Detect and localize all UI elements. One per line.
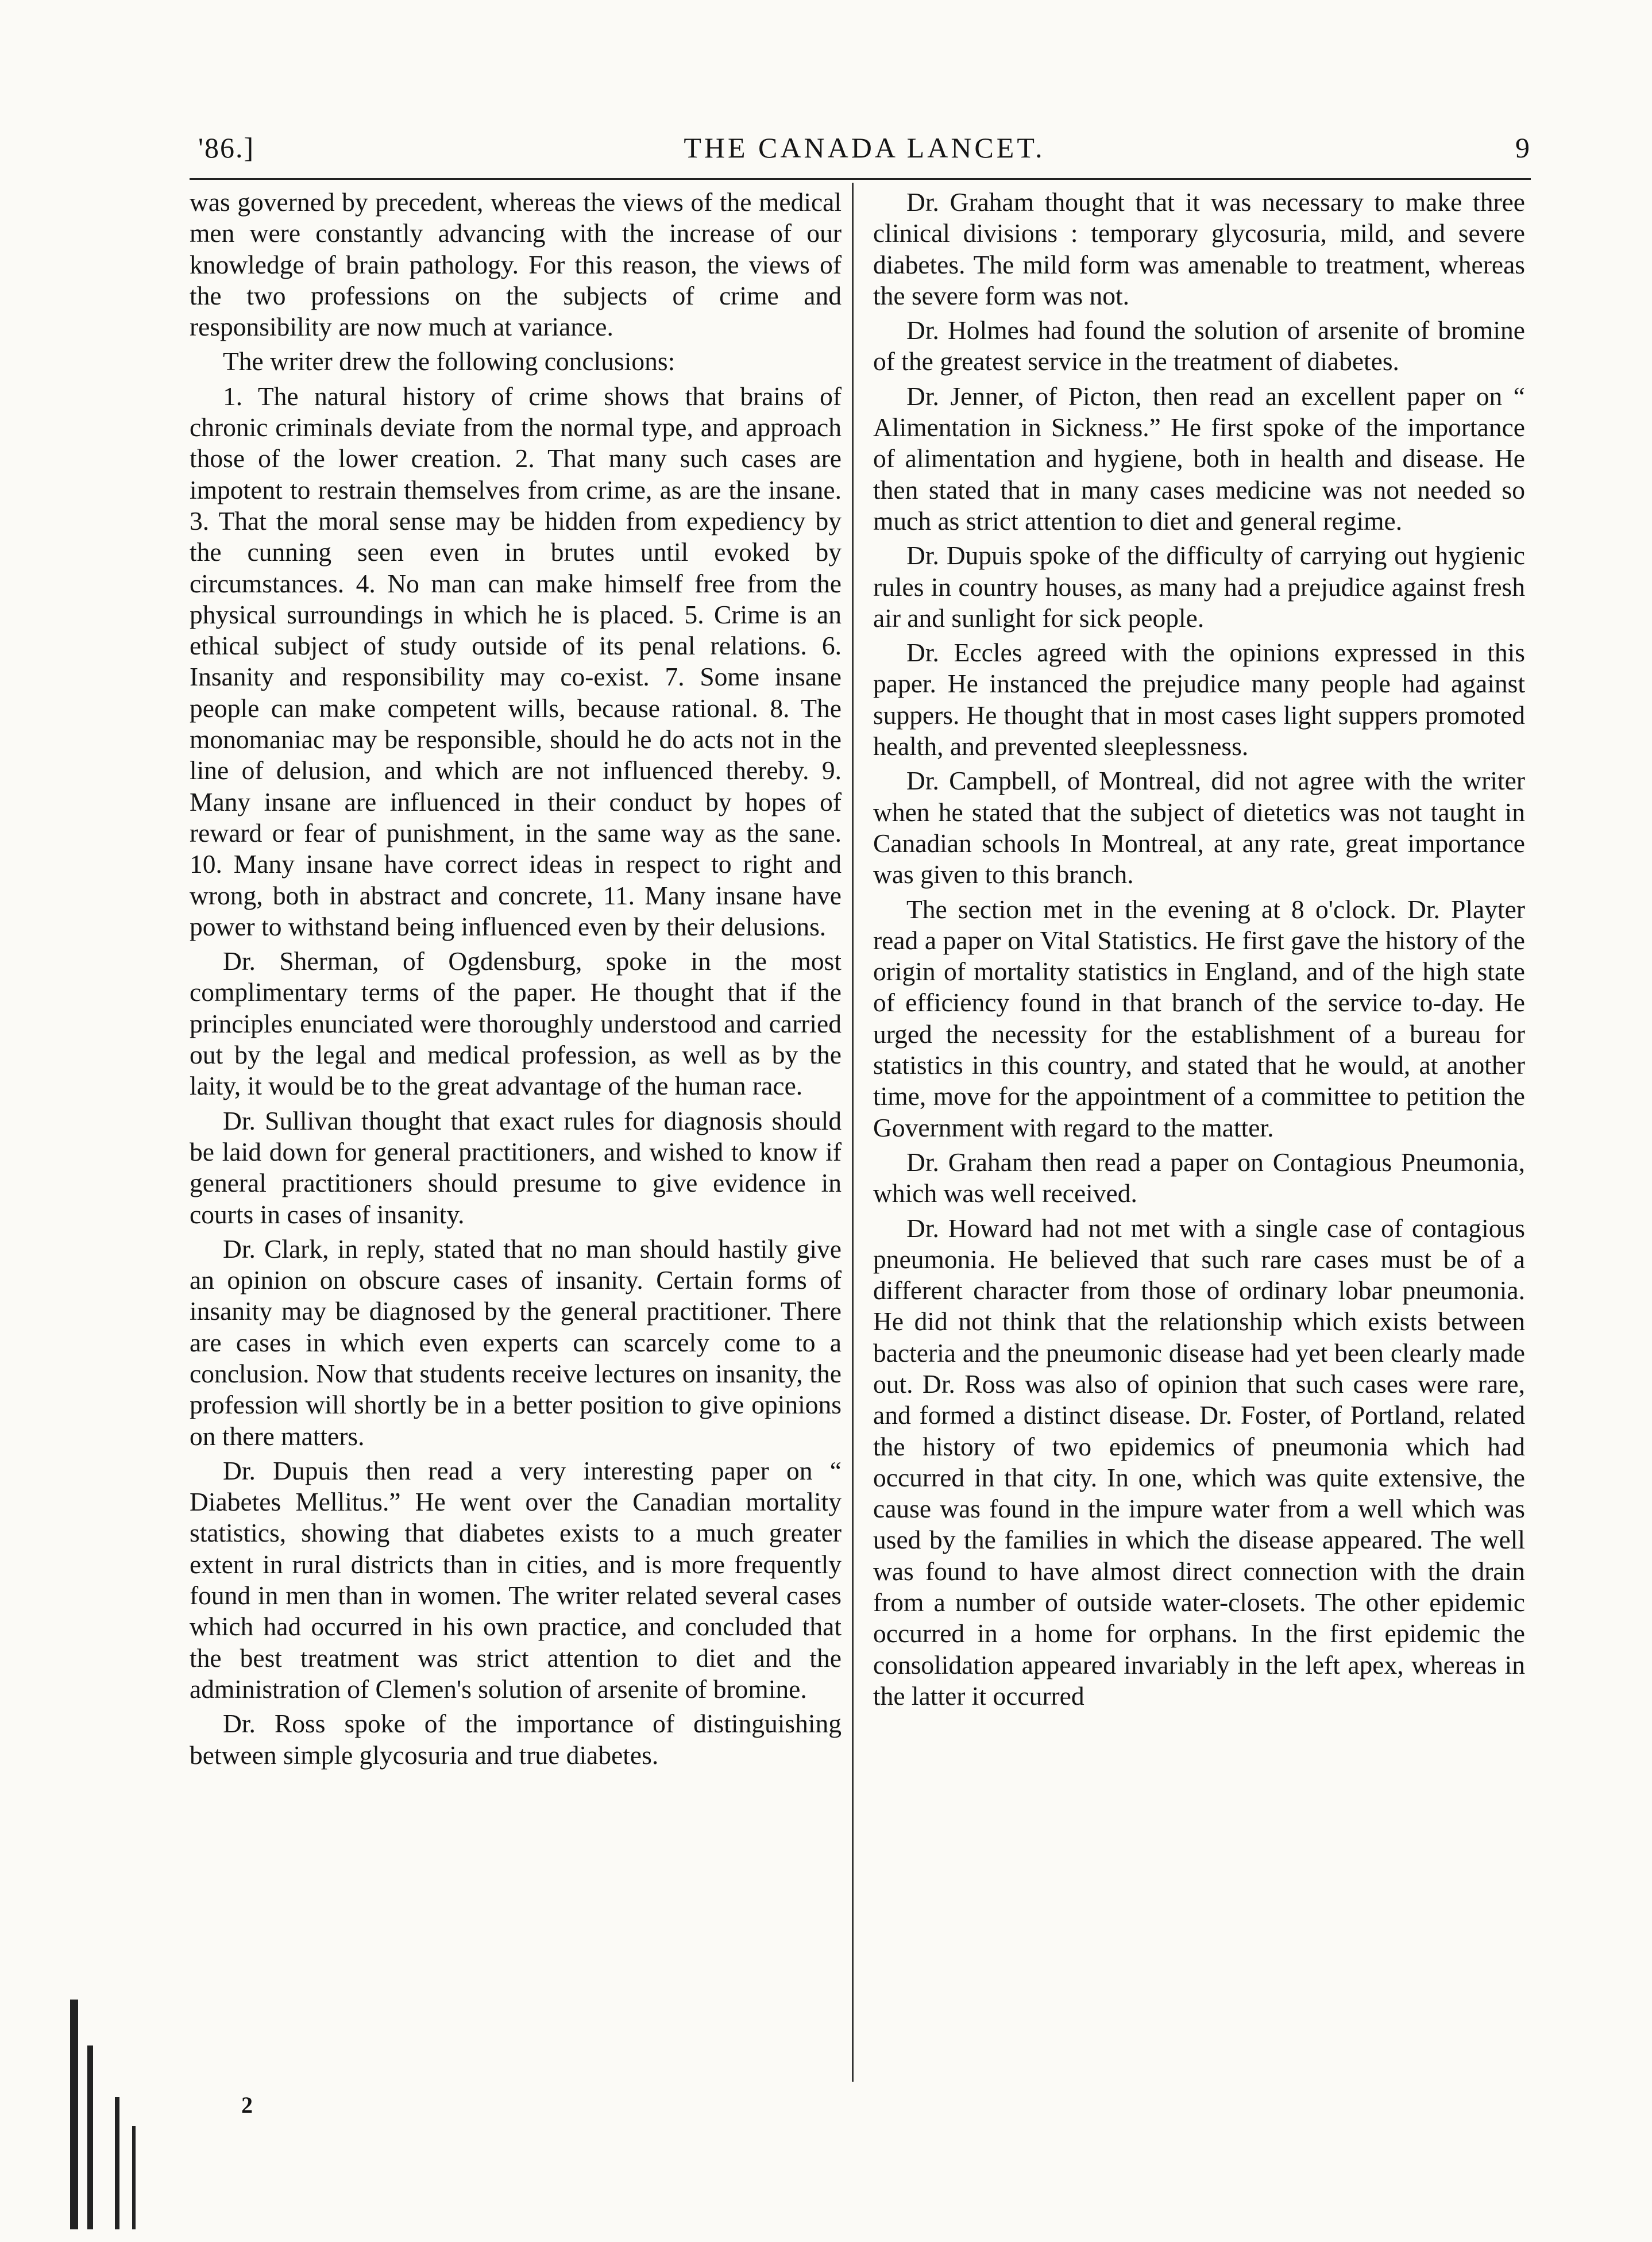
paragraph: Dr. Sullivan thought that exact rules for diagnosis should be laid down for general practitioners, and wished to know if general practitioners should presume to give evidence in courts in cases of insanity. [190, 1105, 842, 1229]
paragraph: Dr. Jenner, of Picton, then read an excellent paper on “ Alimentation in Sickness.” He first spoke of the importance of alimentation and hygiene, both in health and disease. He then stated that in many cases medicine was not needed so much as strict attention to diet and general regime. [873, 381, 1525, 536]
paragraph: Dr. Howard had not met with a single case of contagious pneumonia. He believed that such rare cases must be of a different character from those of ordinary lobar pneumonia. He did not think that the relationship which exists between bacteria and the pneumonic disease had yet been clearly made out. Dr. Ross was also of opinion that such cases were rare, and formed a distinct disease. Dr. Foster, of Portland, related the history of two epidemics of pneumonia which had occurred in that city. In one, which was quite extensive, the cause was found in the impure water from a well which was used by the families in which the disease appeared. The well was found to have almost direct connection with the drain from a number of outside water-closets. The other epidemic occurred in a home for orphans. In the first epidemic the consolidation appeared invariably in the left apex, whereas in the latter it occurred [873, 1213, 1525, 1711]
scan-edge-mark [70, 2000, 78, 2229]
running-header [198, 131, 1531, 177]
paragraph: Dr. Graham then read a paper on Contagious Pneumonia, which was well received. [873, 1147, 1525, 1208]
paragraph: Dr. Sherman, of Ogdensburg, spoke in the most complimentary terms of the paper. He thought that if the principles enunciated were thoroughly understood and carried out by the legal and medical profession, as well as by the laity, it would be to the great advantage of the human race. [190, 946, 842, 1101]
header-rule [190, 178, 1531, 180]
paragraph: Dr. Clark, in reply, stated that no man should hastily give an opinion on obscure cases of insanity. Certain forms of insanity may be diagnosed by the general practitioner. There are cases in which even experts can scarcely come to a conclusion. Now that students receive lectures on insanity, the profession will shortly be in a better position to give opinions on there matters. [190, 1234, 842, 1451]
page-number: 9 [1515, 132, 1531, 164]
journal-title: THE CANADA LANCET. [684, 132, 1045, 164]
paragraph: Dr. Campbell, of Montreal, did not agree with the writer when he stated that the subject of dietetics was not taught in Canadian schools In Montreal, at any rate, great importance was given to this branch. [873, 766, 1525, 889]
paragraph: Dr. Holmes had found the solution of arsenite of bromine of the greatest service in the treatment of diabetes. [873, 315, 1525, 376]
left-column [190, 187, 842, 1774]
paragraph: Dr. Ross spoke of the importance of distinguishing between simple glycosuria and true diabetes. [190, 1709, 842, 1770]
paragraph: Dr. Dupuis then read a very interesting paper on “ Diabetes Mellitus.” He went over the Canadian mortality statistics, showing that diabetes exists to a much greater extent in rural districts than in cities, and is more frequently found in men than in women. The writer related several cases which had occurred in his own practice, and concluded that the best treatment was strict attention to diet and the administration of Clemen's solution of arsenite of bromine. [190, 1455, 842, 1704]
paragraph: was governed by precedent, whereas the views of the medical men were constantly advancing with the increase of our knowledge of brain pathology. For this reason, the views of the two professions on the subjects of crime and responsibility are now much at variance. [190, 187, 842, 342]
issue-year: '86.] [198, 132, 255, 164]
signature-mark: 2 [241, 2092, 253, 2118]
scan-edge-mark [132, 2126, 136, 2229]
column-divider [852, 183, 854, 2082]
paragraph: 1. The natural history of crime shows that brains of chronic criminals deviate from the normal type, and approach those of the lower creation. 2. That many such cases are impotent to restrain themselves from crime, as are the insane. 3. That the moral sense may be hidden from expediency by the cunning seen even in brutes until evoked by circumstances. 4. No man can make himself free from the physical surroundings in which he is placed. 5. Crime is an ethical subject of study outside of its penal relations. 6. Insanity and responsibility may co-exist. 7. Some insane people can make competent wills, because rational. 8. The monomaniac may be responsible, should he do acts not in the line of delusion, and which are not influenced thereby. 9. Many insane are influenced in their conduct by hopes of reward or fear of punishment, in the same way as the sane. 10. Many insane have correct ideas in respect to right and wrong, both in abstract and concrete, 11. Many insane have power to withstand being influenced even by their delusions. [190, 381, 842, 941]
paragraph: Dr. Eccles agreed with the opinions expressed in this paper. He instanced the prejudice many people had against suppers. He thought that in most cases light suppers promoted health, and prevented sleeplessness. [873, 638, 1525, 761]
paragraph: The section met in the evening at 8 o'clock. Dr. Playter read a paper on Vital Statistics. He first gave the history of the origin of mortality statistics in England, and of the high state of efficiency found in that branch of the service to-day. He urged the necessity for the establishment of a bureau for statistics in this country, and stated that he would, at another time, move for the appointment of a committee to petition the Government with regard to the matter. [873, 894, 1525, 1142]
scan-edge-mark [87, 2045, 93, 2229]
paragraph: Dr. Graham thought that it was necessary to make three clinical divisions : temporary glycosuria, mild, and severe diabetes. The mild form was amenable to treatment, whereas the severe form was not. [873, 187, 1525, 310]
right-column [873, 187, 1525, 1715]
scan-edge-mark [115, 2097, 119, 2229]
paragraph: Dr. Dupuis spoke of the difficulty of carrying out hygienic rules in country houses, as many had a prejudice against fresh air and sunlight for sick people. [873, 541, 1525, 633]
paragraph: The writer drew the following conclusions: [223, 346, 676, 376]
